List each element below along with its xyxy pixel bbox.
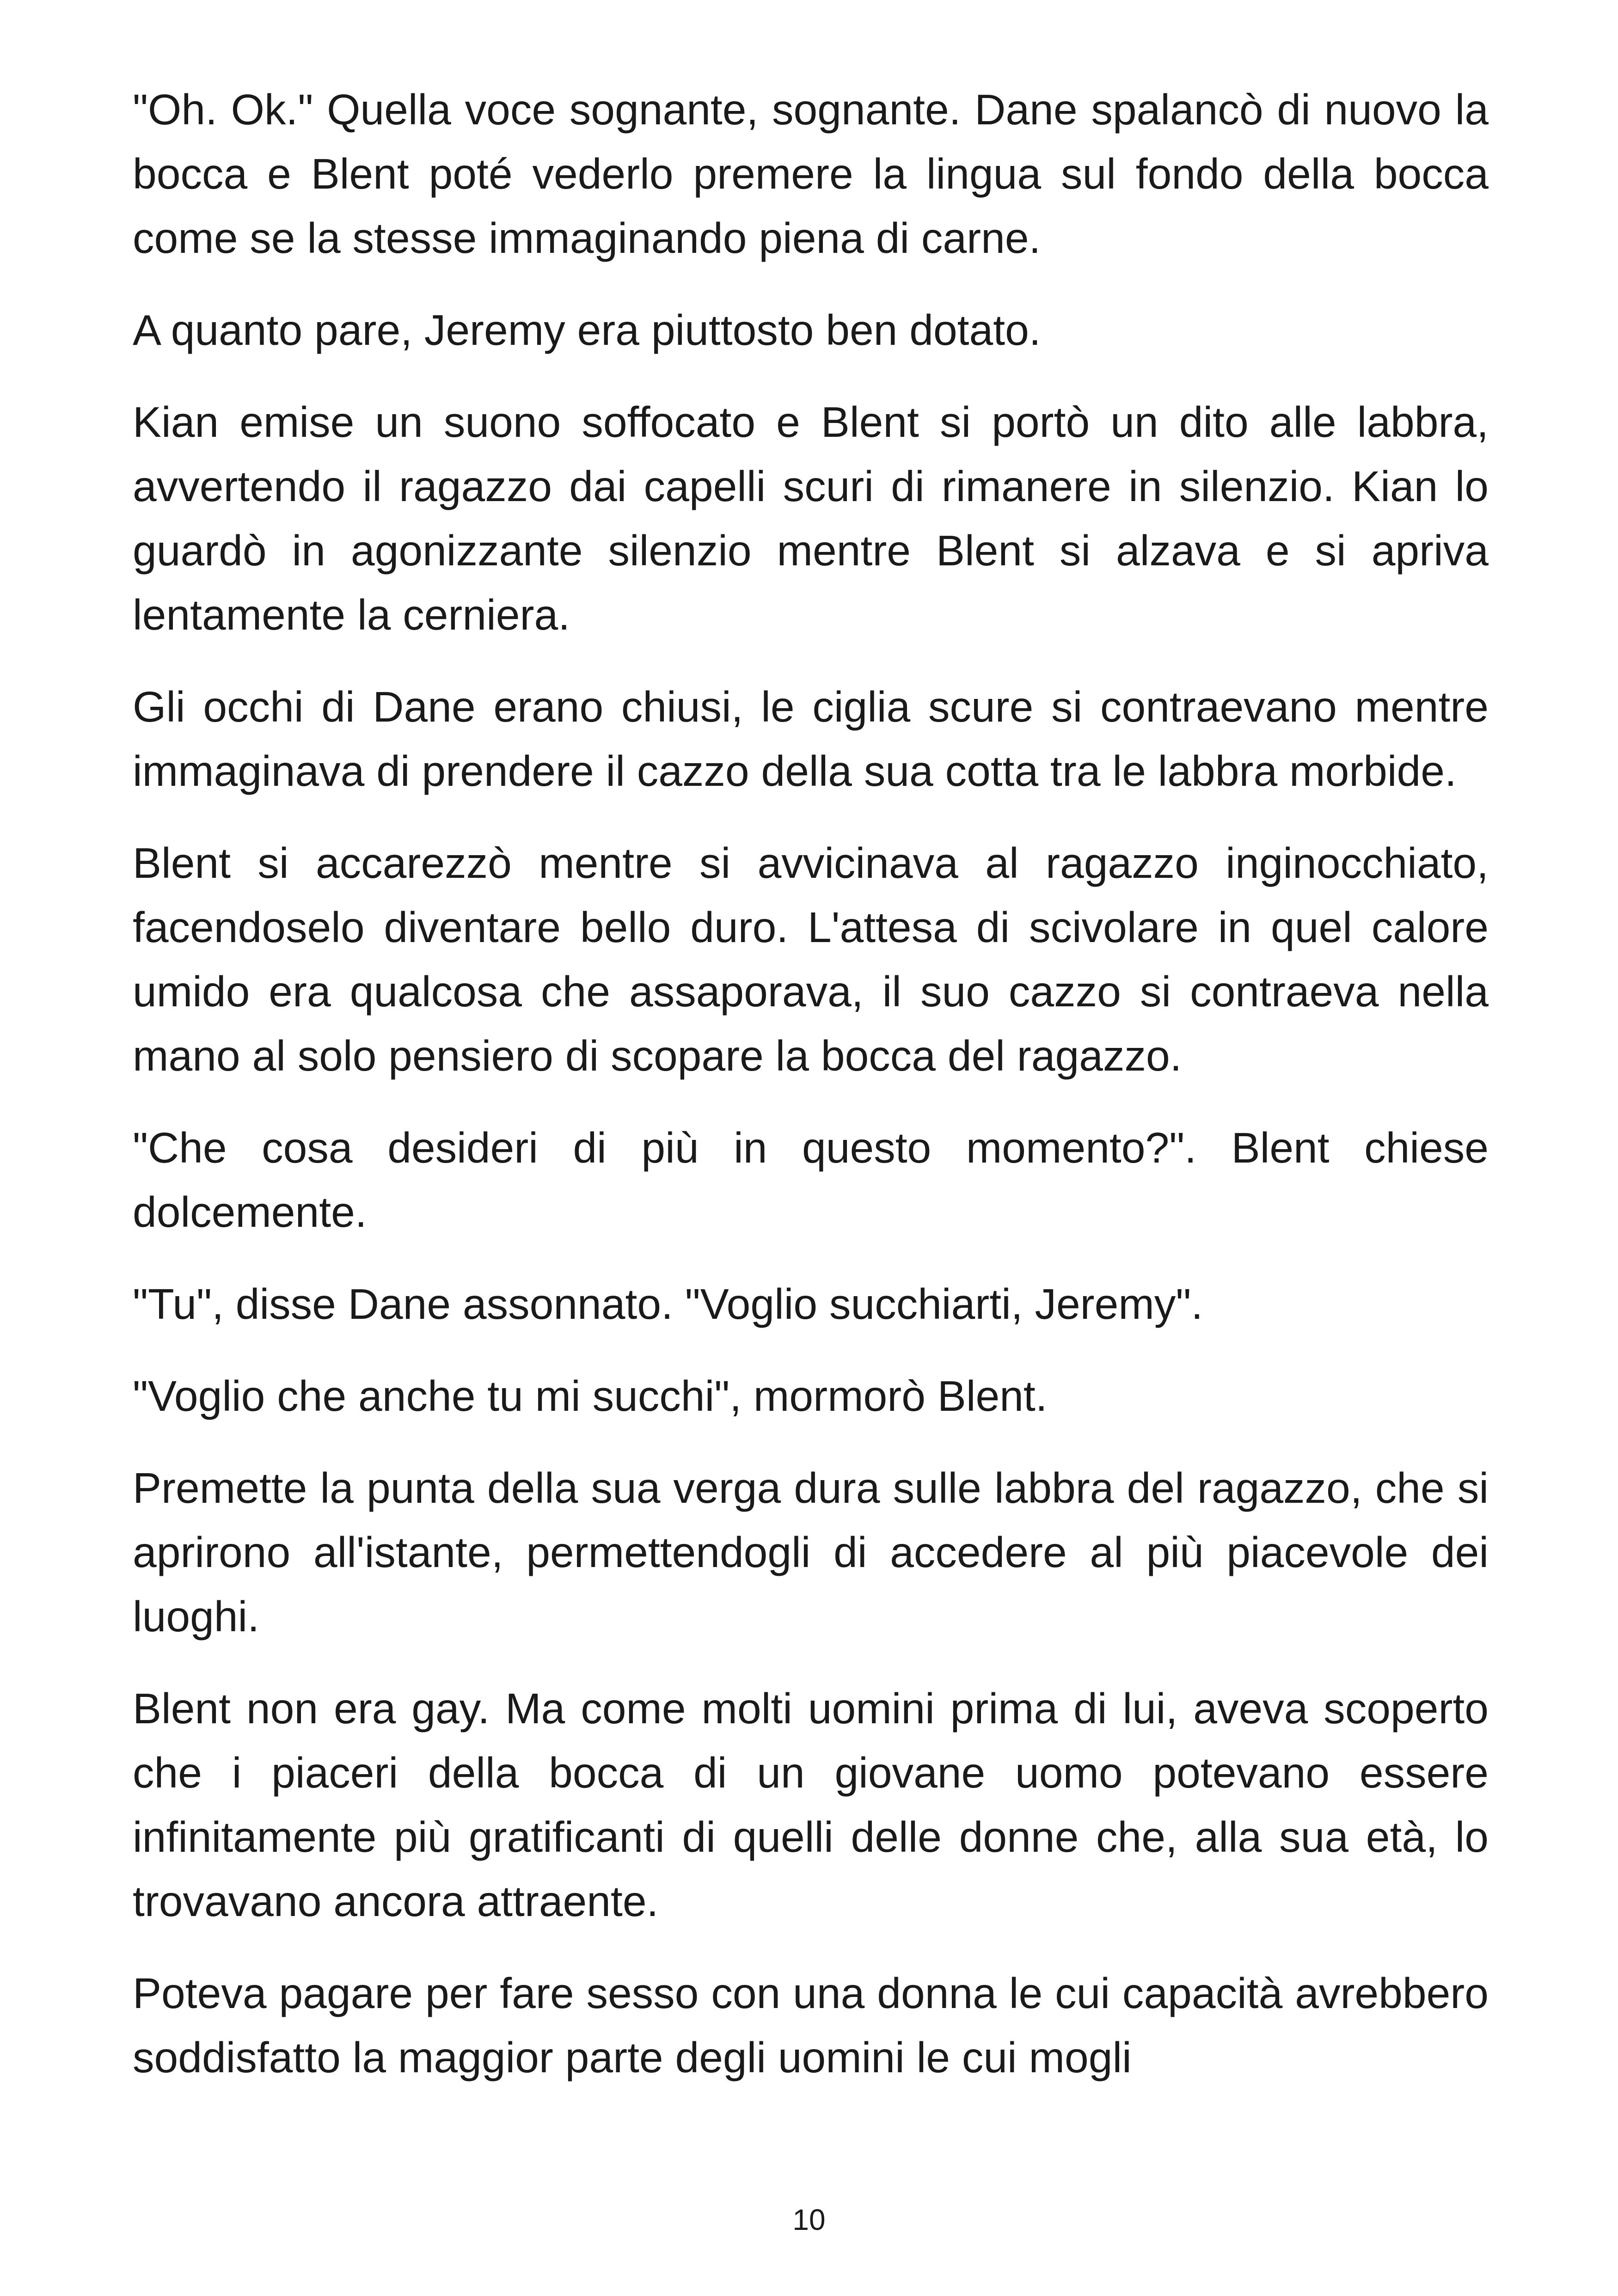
paragraph: Poteva pagare per fare sesso con una donna le cui capacità avrebbero soddisfatto la maggior parte degli uomini le cui mogli [133, 1969, 1489, 2082]
text-body [133, 78, 1489, 2118]
paragraph: Blent si accarezzò mentre si avvicinava al ragazzo inginocchiato, facendoselo diventare bello duro. L'attesa di scivolare in quel calore umido era qualcosa che assaporava, il suo cazzo si contraeva nella mano al solo pensiero di scopare la bocca del ragazzo. [133, 839, 1489, 1080]
paragraph: Kian emise un suono soffocato e Blent si portò un dito alle labbra, avvertendo il ragazzo dai capelli scuri di rimanere in silenzio. Kian lo guardò in agonizzante silenzio mentre Blent si alzava e si apriva lentamente la cerniera. [133, 398, 1489, 639]
page-number: 10 [792, 2203, 826, 2236]
paragraph: "Che cosa desideri di più in questo momento?". Blent chiese dolcemente. [133, 1124, 1489, 1236]
paragraph: "Voglio che anche tu mi succhi", mormorò Blent. [133, 1372, 1048, 1420]
paragraph: Blent non era gay. Ma come molti uomini prima di lui, aveva scoperto che i piaceri della bocca di un giovane uomo potevano essere infinitamente più gratificanti di quelli delle donne che, alla sua età, lo trovavano ancora attraente. [133, 1684, 1489, 1925]
paragraph: A quanto pare, Jeremy era piuttosto ben dotato. [133, 306, 1041, 354]
paragraph: "Oh. Ok." Quella voce sognante, sognante. Dane spalancò di nuovo la bocca e Blent poté vederlo premere la lingua sul fondo della bocca come se la stesse immaginando piena di carne. [133, 86, 1489, 262]
paragraph: "Tu", disse Dane assonnato. "Voglio succhiarti, Jeremy". [133, 1280, 1203, 1328]
paragraph: Premette la punta della sua verga dura sulle labbra del ragazzo, che si aprirono all'istante, permettendogli di accedere al più piacevole dei luoghi. [133, 1464, 1489, 1641]
paragraph: Gli occhi di Dane erano chiusi, le ciglia scure si contraevano mentre immaginava di prendere il cazzo della sua cotta tra le labbra morbide. [133, 683, 1489, 795]
